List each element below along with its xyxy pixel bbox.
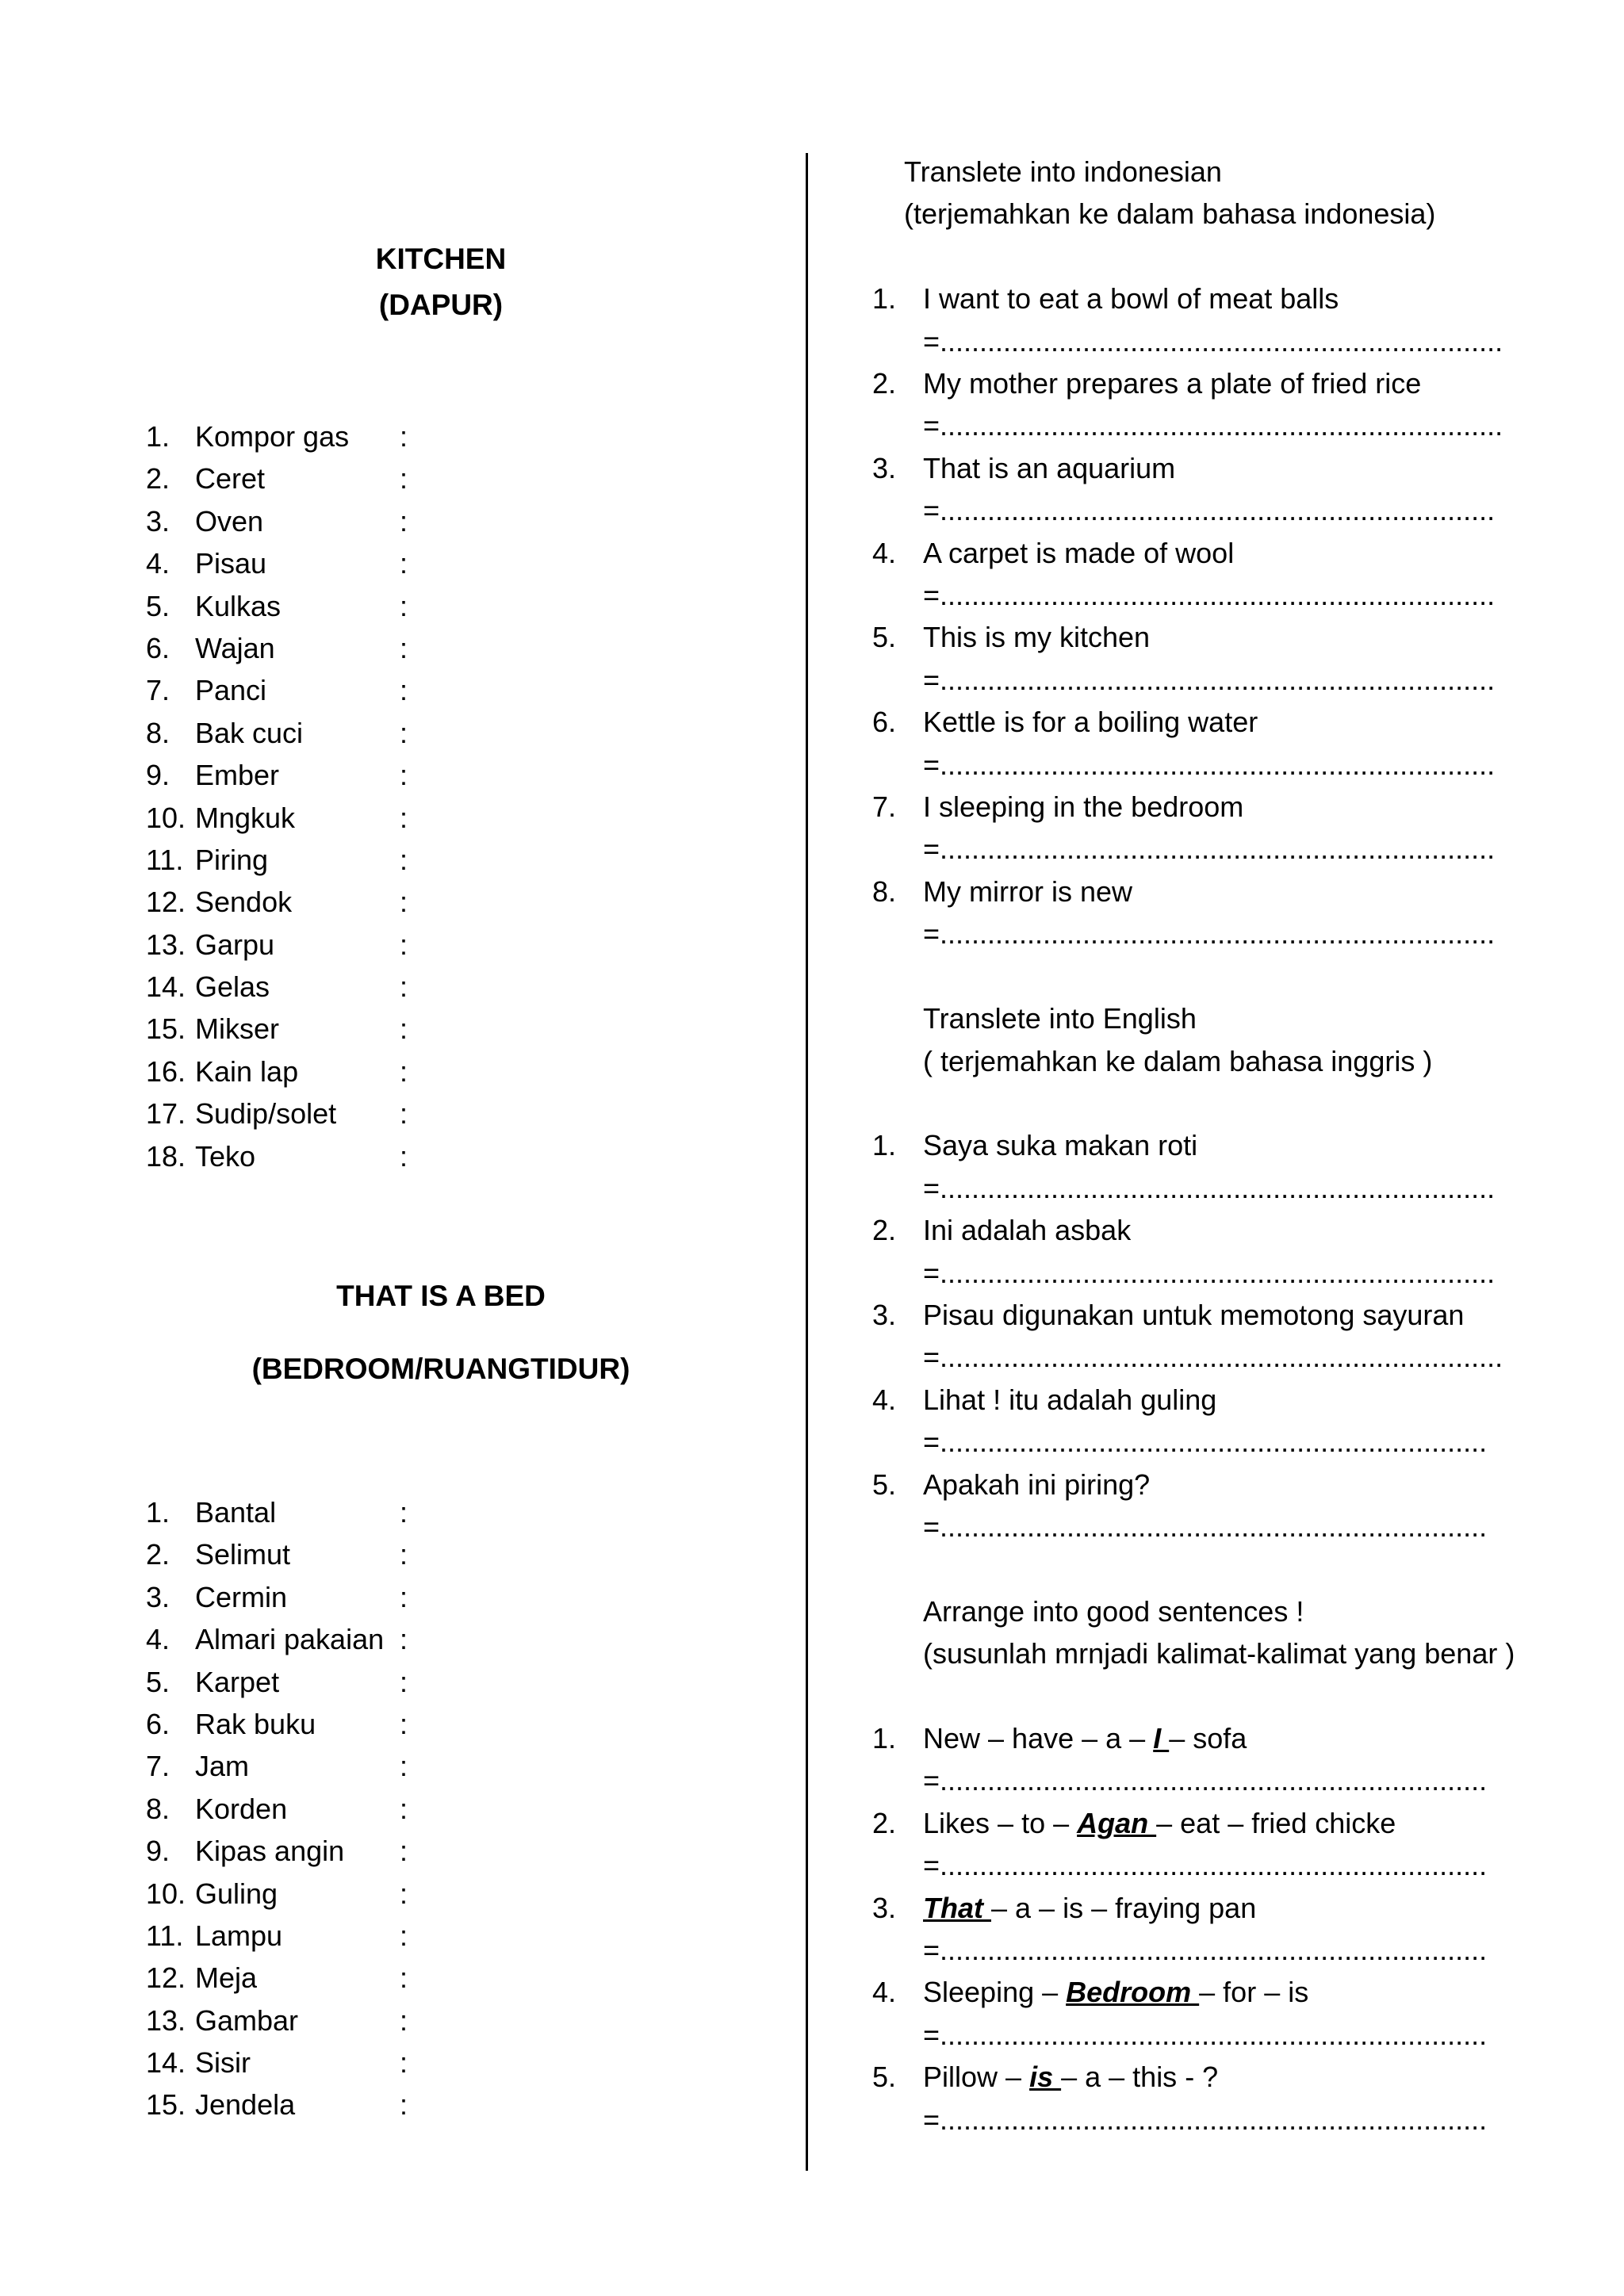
vocab-colon: : [400,1538,408,1571]
question-item [872,1464,1586,1548]
vocab-number: 12. [146,886,186,919]
question-line [872,1124,1586,1166]
vocab-word: Sudip/solet [195,1097,337,1131]
vocab-number: 12. [146,1961,186,1995]
question-text [923,1976,1308,2008]
answer-line: =...................................................................... [923,1171,1496,1204]
question-text: Saya suka makan roti [923,1129,1198,1162]
vocab-colon: : [400,843,408,876]
question-line [872,447,1586,489]
answer-line: =...................................................................... [923,663,1496,696]
question-line [872,701,1586,743]
question-text: That is an aquarium [923,451,1176,484]
answer-line: =....................................................................... [923,324,1503,358]
vocab-number: 6. [146,631,170,664]
question-text [923,1722,1247,1755]
question-number: 4. [872,1976,897,2009]
vocab-colon: : [400,759,408,792]
bedroom-vocab-list [146,1491,408,2126]
vocab-item [146,1576,408,1618]
vocab-colon: : [400,1835,408,1868]
question-line [872,532,1586,574]
vocab-number: 7. [146,1750,170,1783]
answer-line: =..................................................................... [923,2103,1488,2136]
section-subheading-english: ( terjemahkan ke dalam bahasa inggris ) [923,1044,1433,1077]
vocab-number: 8. [146,1792,170,1825]
question-text-pre: Likes – to – [923,1806,1078,1839]
vocab-item [146,924,408,966]
question-line [872,1887,1586,1929]
bedroom-subtitle: (BEDROOM/RUANGTIDUR) [251,1353,630,1385]
vocab-item [146,2084,408,2126]
vocab-item [146,457,408,499]
question-item [872,1802,1586,1887]
vocab-word: Gelas [195,970,270,1004]
vocab-colon: : [400,970,408,1004]
vocab-item [146,797,408,839]
vocab-number: 1. [146,1496,170,1529]
answer-line: =..................................................................... [923,1764,1488,1797]
question-item [872,701,1586,786]
spacer [872,1082,1586,1124]
vocab-colon: : [400,2003,408,2037]
vocab-number: 13. [146,928,186,961]
vocab-number: 11. [146,843,184,876]
vocab-word: Mikser [195,1012,279,1046]
vocab-item [146,1873,408,1915]
vocab-word: Panci [195,674,267,707]
vocab-colon: : [400,1707,408,1740]
vocab-item [146,500,408,542]
answer-line: =...................................................................... [923,748,1496,781]
question-item [872,871,1586,955]
question-keyword: I [1153,1721,1170,1755]
question-line [872,362,1586,404]
question-line [872,1209,1586,1251]
question-number: 1. [872,1721,897,1755]
question-text: Apakah ini piring? [923,1468,1151,1501]
question-text-pre: Sleeping – [923,1976,1067,2009]
spacer [872,1548,1586,1590]
answer-line: =....................................................................... [923,1341,1503,1374]
vocab-word: Kulkas [195,589,282,622]
vocab-word: Korden [195,1792,288,1825]
answer-line: =...................................................................... [923,494,1496,527]
question-item [872,362,1586,447]
vocab-colon: : [400,1496,408,1529]
vocab-colon: : [400,1054,408,1088]
vocab-item [146,1703,408,1745]
vocab-item [146,1745,408,1787]
vocab-number: 7. [146,674,170,707]
vocab-item [146,2042,408,2084]
vocab-number: 16. [146,1054,186,1088]
answer-line: =..................................................................... [923,1510,1488,1543]
section-subheading-arrange: (susunlah mrnjadi kalimat-kalimat yang benar ) [923,1637,1515,1670]
vocab-word: Karpet [195,1665,280,1698]
question-number: 1. [872,282,897,316]
translate-english-list [872,1124,1586,1548]
question-number: 6. [872,706,897,739]
question-keyword: Agan [1077,1806,1157,1839]
question-text-post: – a – is – fraying pan [991,1891,1257,1924]
vocab-word: Jendela [195,2088,296,2122]
vocab-word: Gambar [195,2003,299,2037]
vocab-colon: : [400,2046,408,2080]
vocab-word: Almari pakaian [195,1623,385,1656]
vocab-colon: : [400,886,408,919]
vocab-colon: : [400,1139,408,1173]
question-text: Pisau digunakan untuk memotong sayuran [923,1298,1465,1331]
vocab-number: 18. [146,1139,186,1173]
question-text [923,2061,1218,2093]
vocab-number: 17. [146,1097,186,1131]
question-text-pre: Pillow – [923,2061,1030,2094]
question-number: 5. [872,1468,897,1501]
vocab-word: Jam [195,1750,250,1783]
question-item [872,1294,1586,1379]
question-item [872,277,1586,362]
question-number: 4. [872,536,897,569]
vocab-number: 1. [146,420,170,453]
question-line [872,871,1586,913]
question-line [872,1379,1586,1421]
kitchen-vocab-list [146,415,408,1177]
vocab-colon: : [400,631,408,664]
vocab-number: 10. [146,1877,186,1910]
vocab-item [146,966,408,1008]
vocab-word: Sendok [195,886,293,919]
vocab-word: Wajan [195,631,275,664]
vocab-number: 11. [146,1919,184,1952]
question-text [923,1892,1256,1924]
question-number: 2. [872,367,897,400]
question-line [872,786,1586,828]
question-number: 8. [872,874,897,908]
vocab-colon: : [400,589,408,622]
vocab-item [146,415,408,457]
question-text: Lihat ! itu adalah guling [923,1383,1217,1416]
vocab-number: 10. [146,801,186,834]
question-line [872,1464,1586,1506]
vocab-colon: : [400,716,408,749]
vocab-colon: : [400,1623,408,1656]
question-item [872,532,1586,617]
vocab-number: 14. [146,970,186,1004]
question-line [872,1294,1586,1336]
question-text-pre: New – have – a – [923,1721,1154,1755]
vocab-item [146,881,408,923]
question-text: Kettle is for a boiling water [923,706,1258,739]
answer-line: =....................................................................... [923,409,1503,442]
answer-line: =...................................................................... [923,832,1496,866]
question-text: Ini adalah asbak [923,1214,1132,1247]
vocab-item [146,712,408,754]
vocab-number: 13. [146,2003,186,2037]
vocab-word: Pisau [195,547,267,580]
vocab-word: Kipas angin [195,1835,345,1868]
vocab-colon: : [400,547,408,580]
vocab-colon: : [400,1097,408,1131]
question-text: This is my kitchen [923,621,1151,654]
question-keyword: Bedroom [1066,1976,1200,2009]
kitchen-title: KITCHEN [375,243,507,275]
vocab-item [146,1135,408,1177]
vocab-colon: : [400,1877,408,1910]
answer-line: =..................................................................... [923,1933,1488,1966]
answer-line: =..................................................................... [923,2018,1488,2051]
vocab-word: Lampu [195,1919,283,1952]
vocab-word: Guling [195,1877,278,1910]
vocab-word: Piring [195,843,269,876]
vocab-colon: : [400,928,408,961]
question-text: I want to eat a bowl of meat balls [923,282,1339,316]
section-subheading-indonesian: (terjemahkan ke dalam bahasa indonesia) [904,197,1436,231]
vocab-colon: : [400,1961,408,1995]
vocab-colon: : [400,2088,408,2122]
vocab-word: Selimut [195,1538,291,1571]
vocab-colon: : [400,420,408,453]
vocab-item [146,542,408,584]
vocab-word: Kain lap [195,1054,299,1088]
question-line [872,616,1586,658]
question-number: 1. [872,1129,897,1162]
question-text-post: – a – this - ? [1061,2061,1219,2094]
bedroom-title: THAT IS A BED [336,1280,546,1312]
vocab-item [146,1050,408,1093]
question-keyword: is [1029,2061,1062,2094]
vocab-word: Bantal [195,1496,277,1529]
question-text-post: – sofa [1169,1721,1247,1755]
vocab-colon: : [400,801,408,834]
vocab-number: 15. [146,2088,186,2122]
vocab-number: 6. [146,1707,170,1740]
column-divider [806,153,808,2171]
question-item [872,616,1586,701]
question-number: 2. [872,1214,897,1247]
vocab-word: Ember [195,759,280,792]
vocab-colon: : [400,1792,408,1825]
vocab-colon: : [400,674,408,707]
vocab-number: 8. [146,716,170,749]
question-text-post: – for – is [1199,1976,1309,2009]
vocab-item [146,627,408,669]
spacer [872,1675,1586,1717]
vocab-number: 9. [146,1835,170,1868]
question-item [872,1379,1586,1464]
vocab-item [146,839,408,881]
answer-line: =...................................................................... [923,917,1496,951]
question-item [872,1124,1586,1209]
vocab-number: 5. [146,589,170,622]
vocab-word: Bak cuci [195,716,304,749]
translate-indonesian-list [872,277,1586,955]
vocab-number: 3. [146,1580,170,1613]
vocab-colon: : [400,1919,408,1952]
question-item [872,2056,1586,2141]
question-text: A carpet is made of wool [923,536,1235,569]
vocab-number: 14. [146,2046,186,2080]
section-heading-indonesian: Translete into indonesian [904,155,1222,188]
question-number: 5. [872,621,897,654]
vocab-number: 15. [146,1012,186,1046]
vocab-item [146,1830,408,1872]
vocab-item [146,1093,408,1135]
question-text-post: – eat – fried chicke [1156,1806,1396,1839]
vocab-colon: : [400,462,408,496]
answer-line: =..................................................................... [923,1425,1488,1459]
vocab-number: 5. [146,1665,170,1698]
vocab-colon: : [400,1012,408,1046]
arrange-sentences-list [872,1717,1586,2141]
section-heading-arrange: Arrange into good sentences ! [923,1594,1304,1628]
vocab-word: Teko [195,1139,256,1173]
vocab-item [146,1618,408,1660]
question-number: 2. [872,1806,897,1839]
vocab-item [146,1491,408,1533]
vocab-item [146,1957,408,1999]
vocab-word: Ceret [195,462,266,496]
question-line [872,1971,1586,2013]
vocab-word: Cermin [195,1580,288,1613]
vocab-colon: : [400,504,408,538]
question-number: 7. [872,790,897,824]
vocab-number: 9. [146,759,170,792]
vocab-word: Garpu [195,928,275,961]
question-text: My mirror is new [923,874,1133,908]
question-line [872,2056,1586,2098]
spacer [872,955,1586,997]
question-text: My mother prepares a plate of fried rice [923,367,1422,400]
spacer [872,235,1586,277]
question-number: 3. [872,451,897,484]
vocab-item [146,1661,408,1703]
section-heading-english: Translete into English [923,1002,1197,1035]
vocab-word: Meja [195,1961,258,1995]
vocab-item [146,669,408,711]
question-keyword: That [923,1891,991,1924]
vocab-colon: : [400,1580,408,1613]
answer-line: =...................................................................... [923,579,1496,612]
question-item [872,1717,1586,1802]
vocab-word: Rak buku [195,1707,316,1740]
left-column [0,0,801,2296]
vocab-item [146,754,408,796]
question-item [872,1971,1586,2056]
answer-line: =..................................................................... [923,1849,1488,1882]
question-item [872,786,1586,871]
question-text: I sleeping in the bedroom [923,790,1244,824]
right-column [872,151,1586,2141]
question-line [872,1717,1586,1759]
vocab-item [146,585,408,627]
vocab-item [146,1915,408,1957]
vocab-number: 3. [146,504,170,538]
question-item [872,1209,1586,1294]
vocab-item [146,1008,408,1050]
question-line [872,277,1586,320]
vocab-colon: : [400,1665,408,1698]
vocab-number: 4. [146,1623,170,1656]
question-number: 3. [872,1891,897,1924]
vocab-word: Mngkuk [195,801,296,834]
question-text [923,1807,1396,1839]
question-number: 3. [872,1298,897,1331]
kitchen-subtitle: (DAPUR) [378,289,504,321]
vocab-colon: : [400,1750,408,1783]
vocab-word: Kompor gas [195,420,350,453]
answer-line: =...................................................................... [923,1256,1496,1289]
vocab-number: 2. [146,462,170,496]
vocab-item [146,1999,408,2042]
vocab-number: 4. [146,547,170,580]
question-number: 5. [872,2061,897,2094]
question-item [872,447,1586,532]
question-line [872,1802,1586,1844]
vocab-item [146,1788,408,1830]
vocab-number: 2. [146,1538,170,1571]
vocab-word: Sisir [195,2046,251,2080]
question-item [872,1887,1586,1972]
vocab-item [146,1533,408,1575]
question-number: 4. [872,1383,897,1416]
vocab-word: Oven [195,504,264,538]
